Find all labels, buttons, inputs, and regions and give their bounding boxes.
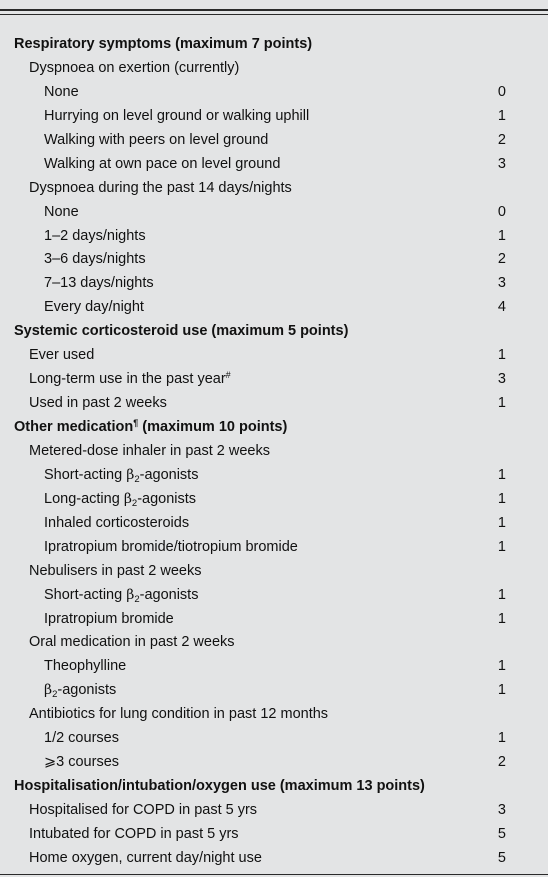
item-row: [0, 608, 548, 632]
beta-symbol: β: [126, 586, 135, 603]
row-label-text: Antibiotics for lung condition in past 12 months: [29, 706, 329, 723]
row-label-text: Every day/night: [44, 299, 144, 316]
row-label: [29, 440, 270, 464]
row-label-text: Home oxygen, current day/night use: [29, 849, 262, 866]
points-value: 0: [497, 83, 506, 100]
row-label-text: Inhaled corticosteroids: [44, 514, 190, 531]
footnote-marker: #: [225, 370, 231, 381]
category-row: [0, 631, 548, 655]
category-row: [0, 847, 548, 871]
subscript: 2: [134, 473, 140, 485]
row-label: [44, 679, 116, 703]
row-label-text: Intubated for COPD in past 5 yrs: [29, 825, 239, 842]
points-value: 1: [497, 347, 506, 364]
row-label: [29, 392, 167, 416]
category-row: [0, 177, 548, 201]
row-label-text: Theophylline: [44, 658, 127, 675]
points-value: 2: [497, 251, 506, 268]
item-row: [0, 296, 548, 320]
section-header-row: [0, 320, 548, 344]
beta-symbol: β: [123, 490, 132, 507]
row-label-suffix: -agonists: [139, 586, 199, 603]
subscript: 2: [134, 593, 140, 605]
row-label: [29, 799, 257, 823]
row-label-text: Walking with peers on level ground: [44, 131, 269, 148]
points-value: 1: [497, 395, 506, 412]
row-label-suffix: -agonists: [137, 490, 197, 507]
item-row: [0, 751, 548, 775]
points-value: 1: [497, 538, 506, 555]
row-label: [44, 153, 280, 177]
row-label-suffix: (maximum 10 points): [138, 419, 288, 435]
row-label-text: Respiratory symptoms (maximum 7 points): [14, 36, 313, 52]
row-label: [44, 584, 198, 608]
row-label: [44, 225, 146, 249]
points-value: 3: [497, 371, 506, 388]
points-value: 5: [497, 849, 506, 866]
points-value: 1: [497, 658, 506, 675]
row-label: [29, 57, 239, 81]
item-row: [0, 105, 548, 129]
points-value: 1: [497, 227, 506, 244]
row-label: [44, 296, 144, 320]
row-label: [14, 416, 287, 440]
category-row: [0, 368, 548, 392]
points-value: 3: [497, 275, 506, 292]
row-label: [14, 320, 348, 344]
row-label-text: Dyspnoea during the past 14 days/nights: [29, 179, 292, 196]
category-row: [0, 57, 548, 81]
row-label-text: Short-acting: [44, 586, 127, 603]
item-row: [0, 584, 548, 608]
points-value: 1: [497, 490, 506, 507]
row-label: [44, 536, 298, 560]
row-label-text: Ever used: [29, 347, 95, 364]
row-label-text: ⩾3 courses: [44, 754, 120, 771]
row-label-text: 3–6 days/nights: [44, 251, 146, 268]
beta-symbol: β: [44, 682, 53, 699]
top-rule: [0, 9, 548, 11]
row-label: [29, 847, 262, 871]
row-label: [44, 129, 268, 153]
scoring-table: [0, 33, 548, 871]
row-label: [44, 248, 146, 272]
row-label: [44, 727, 119, 751]
category-row: [0, 799, 548, 823]
item-row: [0, 272, 548, 296]
item-row: [0, 153, 548, 177]
item-row: [0, 655, 548, 679]
points-value: 5: [497, 825, 506, 842]
row-label: [44, 608, 174, 632]
category-row: [0, 344, 548, 368]
row-label: [29, 703, 328, 727]
points-value: 1: [497, 682, 506, 699]
row-label-text: 7–13 days/nights: [44, 275, 154, 292]
item-row: [0, 512, 548, 536]
item-row: [0, 488, 548, 512]
row-label-text: Metered-dose inhaler in past 2 weeks: [29, 442, 270, 459]
row-label: [44, 201, 79, 225]
row-label-text: Oral medication in past 2 weeks: [29, 634, 235, 651]
bottom-rule: [0, 874, 548, 876]
category-row: [0, 703, 548, 727]
row-label: [44, 751, 119, 775]
points-value: 3: [497, 802, 506, 818]
beta-symbol: β: [126, 466, 135, 483]
row-label: [29, 368, 231, 392]
section-header-row: [0, 416, 548, 440]
row-label-text: Dyspnoea on exertion (currently): [29, 59, 240, 76]
item-row: [0, 536, 548, 560]
subscript: 2: [131, 497, 138, 509]
row-label-text: Other medication: [14, 419, 134, 435]
row-label-text: Short-acting: [44, 466, 127, 483]
row-label-text: Nebulisers in past 2 weeks: [29, 562, 202, 579]
points-value: 1: [497, 730, 506, 747]
category-row: [0, 392, 548, 416]
item-row: [0, 225, 548, 249]
row-label-text: Systemic corticosteroid use (maximum 5 points): [14, 323, 349, 340]
row-label-text: 1/2 courses: [44, 730, 119, 747]
row-label-text: Hospitalisation/intubation/oxygen use (maximum 13 points): [14, 778, 425, 795]
row-label: [44, 512, 189, 536]
top-rule-secondary: [0, 14, 548, 15]
points-value: 1: [497, 586, 506, 603]
category-row: [0, 440, 548, 464]
row-label: [44, 464, 198, 488]
item-row: [0, 248, 548, 272]
row-label-text: Hospitalised for COPD in past 5 yrs: [29, 802, 258, 818]
item-row: [0, 201, 548, 225]
row-label: [29, 560, 201, 584]
row-label: [14, 33, 312, 57]
points-value: 1: [497, 514, 506, 531]
points-value: 1: [497, 610, 506, 627]
row-label: [44, 272, 154, 296]
subscript: 2: [52, 689, 58, 701]
row-label-text: 1–2 days/nights: [44, 227, 146, 244]
row-label-text: Walking at own pace on level ground: [44, 155, 281, 172]
item-row: [0, 464, 548, 488]
item-row: [0, 679, 548, 703]
row-label-suffix: -agonists: [139, 466, 199, 483]
row-label: [29, 344, 94, 368]
points-value: 2: [497, 131, 506, 148]
points-value: 2: [497, 754, 506, 771]
section-header-row: [0, 775, 548, 799]
points-value: 1: [497, 466, 506, 483]
item-row: [0, 727, 548, 751]
row-label: [29, 177, 292, 201]
row-label: [44, 81, 79, 105]
item-row: [0, 81, 548, 105]
footnote-marker: ¶: [133, 418, 139, 428]
item-row: [0, 129, 548, 153]
row-label-text: Used in past 2 weeks: [29, 395, 167, 412]
points-value: 1: [497, 107, 506, 124]
points-value: 0: [497, 203, 506, 220]
points-value: 4: [497, 299, 506, 316]
points-value: 3: [497, 155, 506, 172]
row-label-text: Long-acting: [44, 490, 124, 507]
category-row: [0, 560, 548, 584]
category-row: [0, 823, 548, 847]
row-label-text: Hurrying on level ground or walking uphill: [44, 107, 310, 124]
row-label-text: None: [44, 83, 79, 100]
row-label: [44, 105, 309, 129]
section-header-row: [0, 33, 548, 57]
row-label-text: Long-term use in the past year: [29, 371, 226, 388]
row-label-suffix: -agonists: [57, 682, 117, 699]
row-label: [14, 775, 425, 799]
row-label-text: Ipratropium bromide: [44, 610, 174, 627]
row-label: [44, 488, 196, 512]
row-label-text: None: [44, 203, 79, 220]
row-label: [29, 631, 235, 655]
row-label: [29, 823, 239, 847]
row-label-text: Ipratropium bromide/tiotropium bromide: [44, 538, 298, 555]
row-label: [44, 655, 126, 679]
